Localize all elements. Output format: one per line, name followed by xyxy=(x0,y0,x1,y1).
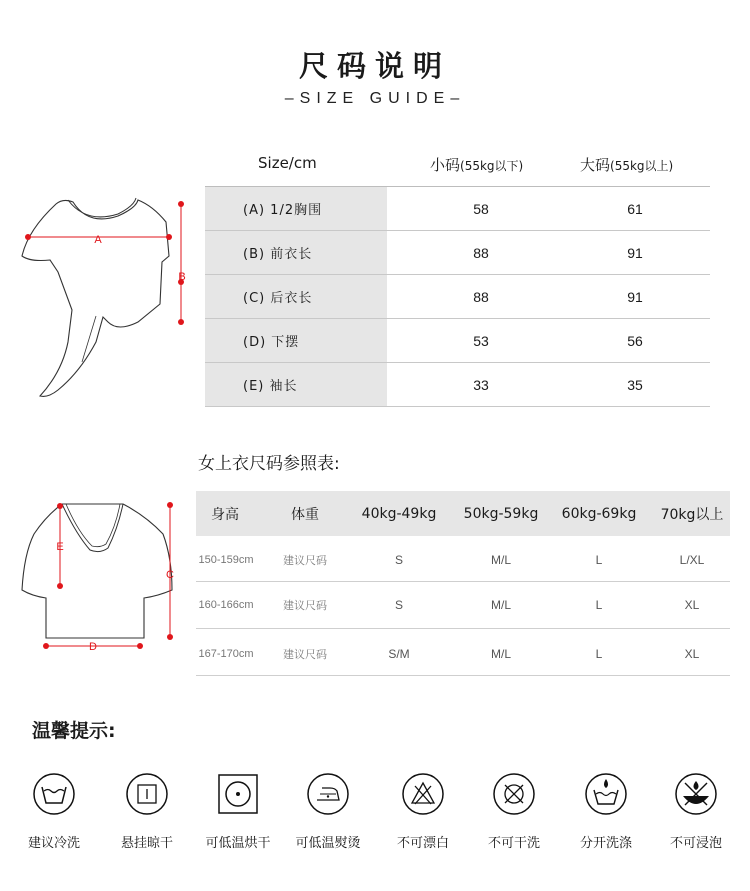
care-item: 不可漂白 xyxy=(383,772,463,851)
measure-point xyxy=(25,234,31,240)
front-garment-diagram xyxy=(18,192,193,402)
size-header: Size/cm xyxy=(258,154,317,172)
wash-separately-icon xyxy=(584,772,628,816)
page-title: 尺码说明 xyxy=(298,49,451,83)
small-value: 88 xyxy=(473,288,489,305)
dim-label-d: D xyxy=(89,641,97,653)
measure-label: (B) 前衣长 xyxy=(205,231,387,274)
no-bleach-icon xyxy=(401,772,445,816)
care-item: 不可干洗 xyxy=(474,772,554,851)
dim-label-e: E xyxy=(56,541,64,553)
tips-title: 温馨提示: xyxy=(32,720,116,742)
care-item: 悬挂晾干 xyxy=(107,772,187,851)
care-item: 可低温烘干 xyxy=(198,772,278,851)
col-40-49: 40kg-49kg xyxy=(361,505,437,522)
table-row xyxy=(205,319,710,363)
col-70-plus: 70kg以上 xyxy=(660,506,724,523)
divider xyxy=(196,628,730,629)
measure-label: (A) 1/2胸围 xyxy=(205,187,387,230)
small-size-header: 小码(55kg以下) xyxy=(430,156,524,174)
care-item: 建议冷洗 xyxy=(14,772,94,851)
back-garment-diagram xyxy=(18,498,188,658)
measure-label: (D) 下摆 xyxy=(205,319,387,362)
small-value: 53 xyxy=(473,332,489,349)
reference-table-header xyxy=(196,491,730,536)
col-height: 身高 xyxy=(211,506,239,523)
col-50-59: 50kg-59kg xyxy=(463,505,539,522)
small-value: 88 xyxy=(473,244,489,261)
measure-label: (C) 后衣长 xyxy=(205,275,387,318)
large-value: 35 xyxy=(627,376,643,393)
dim-label-c: C xyxy=(166,569,174,581)
table-row xyxy=(205,363,710,407)
divider xyxy=(196,675,730,676)
large-value: 91 xyxy=(627,288,643,305)
measure-point xyxy=(166,234,172,240)
low-temp-tumble-dry-icon xyxy=(216,772,260,816)
reference-table-title: 女上衣尺码参照表: xyxy=(198,454,340,474)
care-item: 可低温熨烫 xyxy=(288,772,368,851)
cold-wash-icon xyxy=(32,772,76,816)
page-subtitle: –SIZE GUIDE– xyxy=(284,90,466,107)
no-soak-icon xyxy=(674,772,718,816)
dim-label-b: B xyxy=(178,271,186,283)
divider xyxy=(196,581,730,582)
small-value: 33 xyxy=(473,376,489,393)
hang-dry-icon xyxy=(125,772,169,816)
large-value: 56 xyxy=(627,332,643,349)
care-item: 分开洗涤 xyxy=(566,772,646,851)
no-dry-clean-icon xyxy=(492,772,536,816)
large-size-header: 大码(55kg以上) xyxy=(580,156,674,174)
back-shirt-outline xyxy=(22,504,172,638)
table-row xyxy=(205,187,710,231)
col-weight: 体重 xyxy=(291,506,319,523)
table-row xyxy=(205,275,710,319)
small-value: 58 xyxy=(473,200,489,217)
care-item: 不可浸泡 xyxy=(656,772,736,851)
large-value: 61 xyxy=(627,200,643,217)
low-temp-iron-icon xyxy=(306,772,350,816)
dim-label-a: A xyxy=(94,234,102,246)
front-shirt-outline xyxy=(22,200,169,396)
measure-label: (E) 袖长 xyxy=(205,363,387,406)
col-60-69: 60kg-69kg xyxy=(561,505,637,522)
table-row xyxy=(205,231,710,275)
large-value: 91 xyxy=(627,244,643,261)
